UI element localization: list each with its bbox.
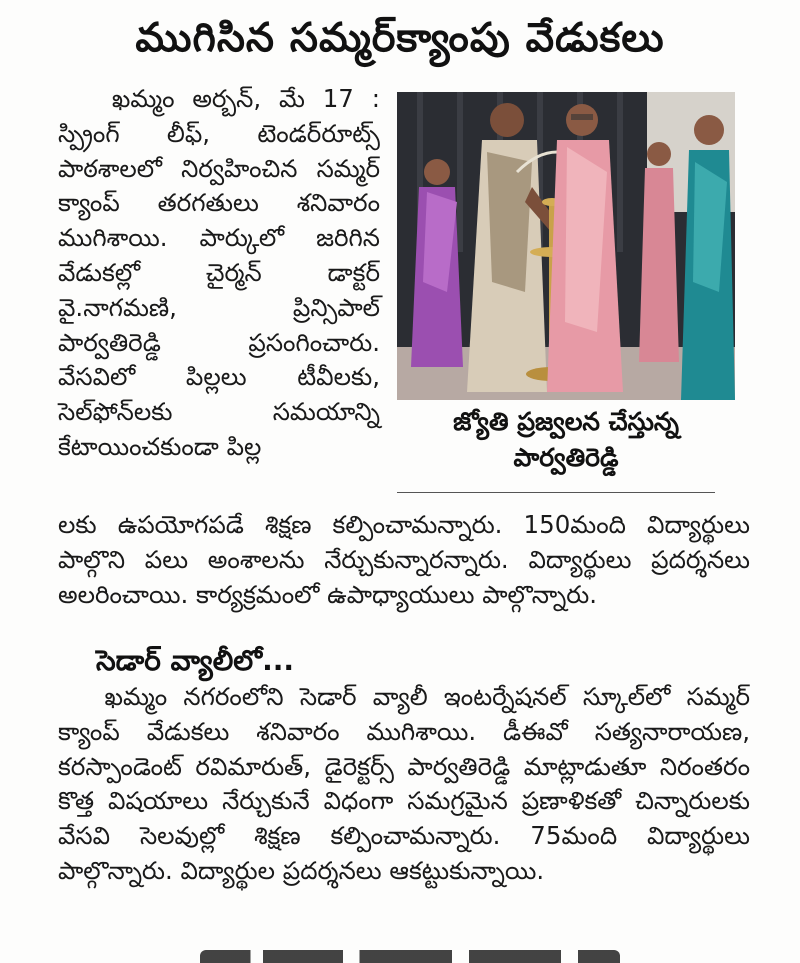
photo-caption: [397, 404, 735, 476]
photo-caption-line-2: పార్వతిరెడ్డి: [513, 443, 619, 472]
photo-caption-line-1: జ్యోతి ప్రజ్వలన చేస్తున్న: [453, 407, 679, 436]
news-photo-lamp-lighting: [397, 92, 735, 400]
caption-divider: [397, 492, 715, 493]
next-headline-cut-off: [200, 944, 620, 963]
article-paragraph-2: ఖమ్మం నగరంలోని సెడార్ వ్యాలీ ఇంటర్నేషనల్ స్కూల్‌లో సమ్మర్ క్యాంప్ వేడుకలు శనివారం ముగిశాయి. డీఈవో సత్యనారాయణ, కరస్పాండెంట్ రవిమారుత్, డైరెక్టర్స్ పార్వతిరెడ్డి మాట్లాడుతూ నిరంతరం కొత్త విషయాలు నేర్చుకునే విధంగా సమగ్రమైన ప్రణాళికతో చిన్నారులకు వేసవి సెలవుల్లో శిక్షణ కల్పించామన్నారు. 75మంది విద్యార్థులు పాల్గొన్నారు. విద్యార్థుల ప్రదర్శనలు ఆకట్టుకున్నాయి.: [58, 682, 750, 885]
person-pink-background: [639, 142, 679, 362]
photo-illustration: [397, 92, 735, 400]
article-paragraph-1-wrapped: ఖమ్మం అర్బన్, మే 17 : స్ప్రింగ్ లీఫ్, టెండర్‌రూట్స్ పాఠశాలలో నిర్వహించిన సమ్మర్ క్యాంప్ తరగతులు శనివారం ముగిశాయి. పార్కులో జరిగిన వేడుకల్లో చైర్మన్ డాక్టర్ వై.నాగమణి, ప్రిన్సిపాల్ పార్వతిరెడ్డి ప్రసంగించారు. వేసవిలో పిల్లలు టీవీలకు, సెల్‌ఫోన్‌లకు సమయాన్ని కేటాయించకుండా పిల్ల: [58, 84, 380, 461]
article-paragraph-1-continued: లకు ఉపయోగపడే శిక్షణ కల్పించామన్నారు. 150మంది విద్యార్థులు పాల్గొని పలు అంశాలను నేర్చుకున్నారన్నారు. విద్యార్థులు ప్రదర్శనలు అలరించాయి. కార్యక్రమంలో ఉపాధ్యాయులు పాల్గొన్నారు.: [58, 510, 750, 609]
article-subheading: సెడార్ వ్యాలీలో...: [96, 644, 294, 677]
cut-off-text-fragment: [200, 950, 620, 963]
article-headline: ముగిసిన సమ్మర్‌క్యాంపు వేడుకలు: [135, 15, 665, 61]
person-teal-saree: [681, 115, 735, 400]
